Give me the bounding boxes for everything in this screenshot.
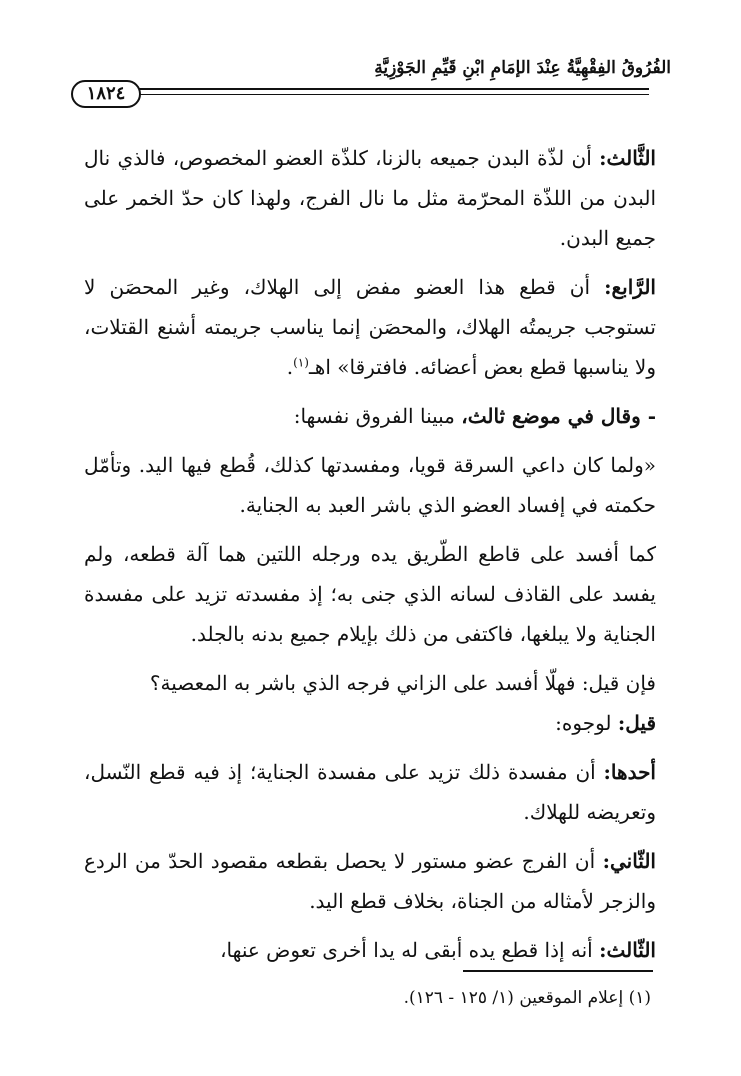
- paragraph-third-aspect: [84, 930, 656, 970]
- paragraph-text: أنه إذا قطع يده أبقى له يدا أخرى تعوض عنها،: [220, 938, 600, 962]
- paragraph-first-aspect: [84, 752, 656, 832]
- footnote: (١) إعلام الموقعين (١/ ١٢٥ - ١٢٦).: [403, 988, 651, 1008]
- paragraph-third-place: [84, 396, 656, 436]
- paragraph-fourth-reason: [84, 267, 656, 387]
- paragraph-text: أن قطع هذا العضو مفض إلى الهلاك، وغير المحصَن لا تستوجب جريمتُه الهلاك، والمحصَن إنما يناسب جريمته أشنع القتلات، ولا يناسبها قطع بعض أعضائه. فافترقا» اهـ: [84, 275, 656, 379]
- paragraph-tail: .: [286, 355, 294, 379]
- paragraph-text: كما أفسد على قاطع الطّريق يده ورجله اللتين هما آلة قطعه، ولم يفسد على القاذف لسانه الذي جنى به؛ إذ مفسدته تزيد على مفسدة الجناية ولا يبلغها، فاكتفى من ذلك بإيلام جميع بدنه بالجلد.: [84, 542, 656, 646]
- paragraph-text: أن مفسدة ذلك تزيد على مفسدة الجناية؛ إذ فيه قطع النّسل، وتعريضه للهلاك.: [84, 760, 656, 824]
- paragraph-text: لوجوه:: [555, 711, 618, 735]
- paragraph-lead: الثّاني:: [602, 849, 656, 873]
- paragraph-theft: [84, 445, 656, 525]
- main-text: [84, 138, 656, 970]
- paragraph-second-aspect: [84, 841, 656, 921]
- running-header-title: الفُرُوقُ الفِقْهِيَّةُ عِنْدَ الإمَامِ ابْنِ قَيِّمِ الجَوْزِيَّةِ: [374, 58, 671, 78]
- paragraph-third-reason: [84, 138, 656, 258]
- paragraph-answer: [84, 703, 656, 743]
- paragraph-text: فإن قيل: فهلّا أفسد على الزاني فرجه الذي باشر به المعصية؟: [149, 671, 656, 695]
- page-number: ١٨٢٤: [71, 80, 141, 108]
- footnote-rule: [463, 970, 653, 972]
- header-rule-thin: [73, 94, 649, 95]
- paragraph-lead: الثَّالث:: [599, 146, 656, 170]
- paragraph-text: أن الفرج عضو مستور لا يحصل بقطعه مقصود الحدّ من الردع والزجر لأمثاله من الجناة، بخلاف قطع اليد.: [84, 849, 656, 913]
- paragraph-lead: - وقال في موضع ثالث،: [461, 404, 656, 428]
- paragraph-highway-robber: [84, 534, 656, 654]
- paragraph-text: «ولما كان داعي السرقة قويا، ومفسدتها كذلك، قُطع فيها اليد. وتأمّل حكمته في إفساد العضو الذي باشر العبد به الجناية.: [84, 453, 656, 517]
- header-rule: [73, 88, 649, 90]
- paragraph-lead: الثّالث:: [599, 938, 656, 962]
- paragraph-question: [84, 663, 656, 703]
- paragraph-lead: قيل:: [617, 711, 656, 735]
- paragraph-text: أن لذّة البدن جميعه بالزنا، كلذّة العضو المخصوص، فالذي نال البدن من اللذّة المحرّمة مثل ما نال الفرج، ولهذا كان حدّ الخمر على جميع البدن.: [84, 146, 656, 250]
- paragraph-lead: الرَّابع:: [604, 275, 656, 299]
- paragraph-text: مبينا الفروق نفسها:: [293, 404, 462, 428]
- footnote-marker: (١): [293, 355, 309, 370]
- paragraph-lead: أحدها:: [603, 760, 656, 784]
